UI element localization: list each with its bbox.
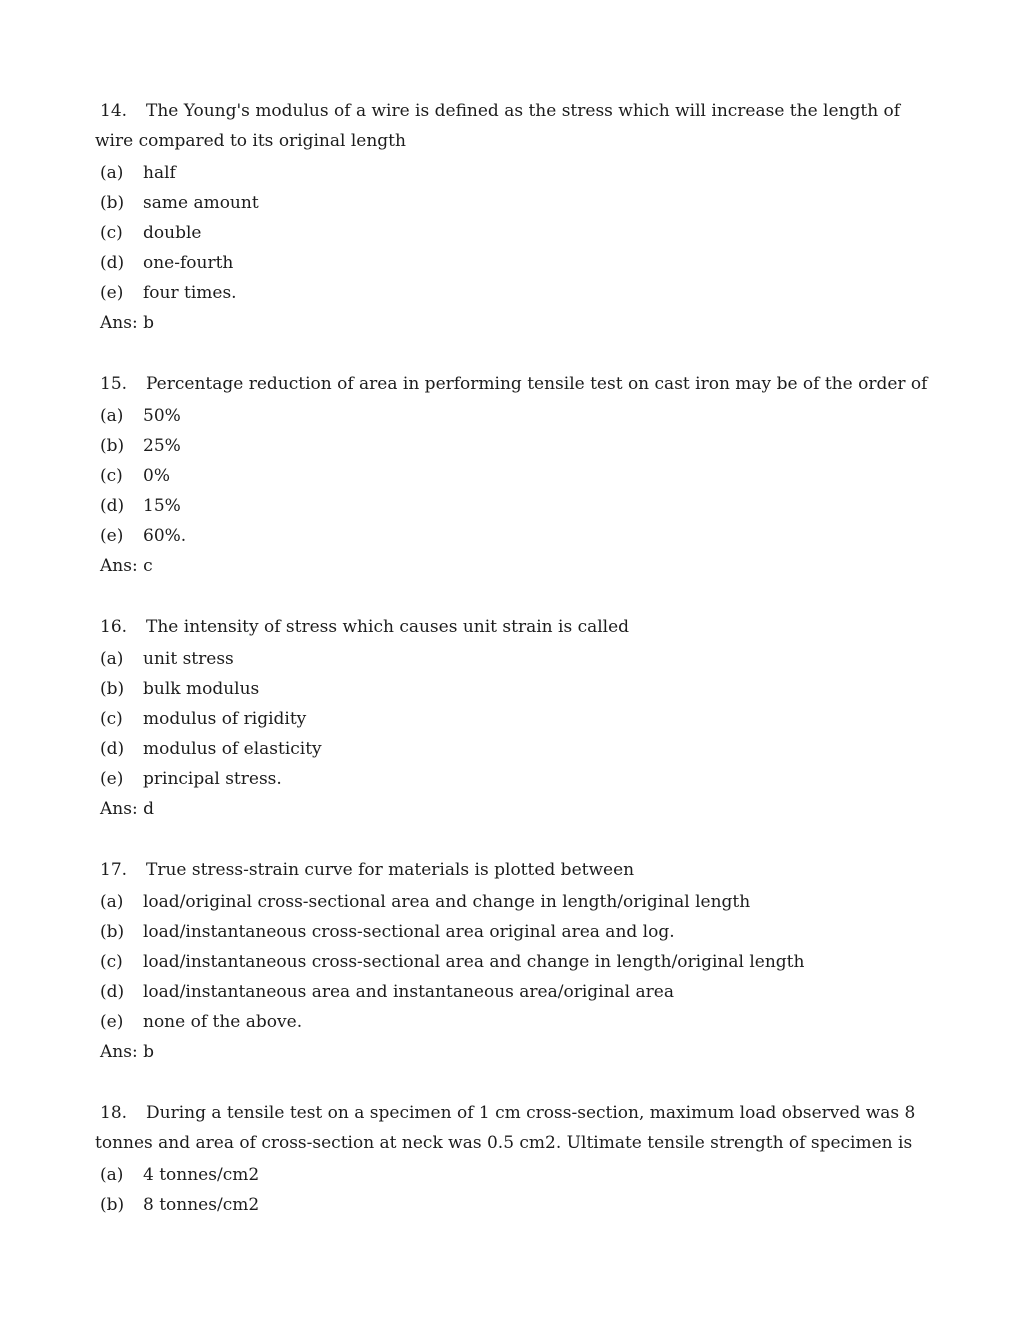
options-list xyxy=(95,158,932,308)
option-text: modulus of rigidity xyxy=(143,709,307,729)
question-block xyxy=(95,612,932,824)
option-text: 8 tonnes/cm2 xyxy=(143,1195,260,1215)
question-number: 15. xyxy=(100,374,128,394)
option-text: 0% xyxy=(143,466,170,486)
option-row xyxy=(95,491,932,521)
options-list xyxy=(95,401,932,551)
question-body: During a tensile test on a specimen of 1 cm cross-section, maximum load observed was 8 tonnes and area of cross-section at neck was 0.5 cm2. Ultimate tensile strength of specimen is xyxy=(95,1103,916,1153)
option-label: (c) xyxy=(100,466,123,486)
option-row xyxy=(95,764,932,794)
question-body: True stress-strain curve for materials is plotted between xyxy=(146,860,635,880)
option-row xyxy=(95,401,932,431)
option-label: (e) xyxy=(100,526,124,546)
option-label: (c) xyxy=(100,952,123,972)
option-label: (a) xyxy=(100,1165,124,1185)
option-text: same amount xyxy=(143,193,259,213)
question-number: 17. xyxy=(100,860,128,880)
option-text: 4 tonnes/cm2 xyxy=(143,1165,260,1185)
option-text: load/original cross-sectional area and change in length/original length xyxy=(143,892,751,912)
option-row xyxy=(95,218,932,248)
option-row xyxy=(95,947,932,977)
questions-list xyxy=(95,96,932,1220)
option-label: (a) xyxy=(100,892,124,912)
option-label: (b) xyxy=(100,679,125,699)
option-row xyxy=(95,248,932,278)
option-text: 15% xyxy=(143,496,181,516)
option-text: one-fourth xyxy=(143,253,234,273)
question-text xyxy=(95,1098,932,1158)
options-list xyxy=(95,644,932,794)
question-block xyxy=(95,369,932,581)
option-row xyxy=(95,521,932,551)
option-text: 25% xyxy=(143,436,181,456)
answer-line: Ans: b xyxy=(100,313,154,333)
option-label: (b) xyxy=(100,922,125,942)
option-text: 50% xyxy=(143,406,181,426)
option-label: (e) xyxy=(100,1012,124,1032)
option-label: (c) xyxy=(100,223,123,243)
option-label: (b) xyxy=(100,436,125,456)
option-row xyxy=(95,734,932,764)
option-text: four times. xyxy=(143,283,237,303)
question-body: Percentage reduction of area in performing tensile test on cast iron may be of the order of xyxy=(146,374,928,394)
option-label: (b) xyxy=(100,1195,125,1215)
option-text: load/instantaneous area and instantaneous area/original area xyxy=(143,982,674,1002)
option-row xyxy=(95,431,932,461)
option-label: (a) xyxy=(100,649,124,669)
options-list xyxy=(95,1160,932,1220)
option-label: (d) xyxy=(100,982,125,1002)
option-label: (d) xyxy=(100,496,125,516)
answer-line: Ans: b xyxy=(100,1042,154,1062)
option-row xyxy=(95,704,932,734)
question-text xyxy=(95,369,932,399)
question-number: 18. xyxy=(100,1103,128,1123)
option-row xyxy=(95,887,932,917)
option-label: (b) xyxy=(100,193,125,213)
option-row xyxy=(95,644,932,674)
option-label: (e) xyxy=(100,283,124,303)
option-row xyxy=(95,461,932,491)
options-list xyxy=(95,887,932,1037)
option-row xyxy=(95,188,932,218)
option-row xyxy=(95,1160,932,1190)
option-row xyxy=(95,674,932,704)
question-text xyxy=(95,612,932,642)
option-row xyxy=(95,977,932,1007)
question-body: The Young's modulus of a wire is defined as the stress which will increase the length of wire compared to its original length xyxy=(95,101,901,151)
option-text: none of the above. xyxy=(143,1012,303,1032)
answer-line: Ans: c xyxy=(100,556,153,576)
option-row xyxy=(95,917,932,947)
option-text: load/instantaneous cross-sectional area original area and log. xyxy=(143,922,675,942)
question-block xyxy=(95,96,932,338)
option-text: half xyxy=(143,163,176,183)
question-number: 14. xyxy=(100,101,128,121)
option-row xyxy=(95,158,932,188)
option-row xyxy=(95,278,932,308)
question-text xyxy=(95,855,932,885)
question-text xyxy=(95,96,932,156)
option-label: (d) xyxy=(100,739,125,759)
question-body: The intensity of stress which causes unit strain is called xyxy=(146,617,630,637)
option-label: (c) xyxy=(100,709,123,729)
question-number: 16. xyxy=(100,617,128,637)
answer-line: Ans: d xyxy=(100,799,154,819)
option-text: unit stress xyxy=(143,649,234,669)
option-text: double xyxy=(143,223,202,243)
option-text: load/instantaneous cross-sectional area and change in length/original length xyxy=(143,952,805,972)
option-text: modulus of elasticity xyxy=(143,739,322,759)
option-text: principal stress. xyxy=(143,769,282,789)
option-label: (a) xyxy=(100,163,124,183)
option-row xyxy=(95,1190,932,1220)
option-text: 60%. xyxy=(143,526,187,546)
option-label: (d) xyxy=(100,253,125,273)
question-block xyxy=(95,1098,932,1220)
option-label: (e) xyxy=(100,769,124,789)
option-row xyxy=(95,1007,932,1037)
question-block xyxy=(95,855,932,1067)
option-label: (a) xyxy=(100,406,124,426)
option-text: bulk modulus xyxy=(143,679,260,699)
